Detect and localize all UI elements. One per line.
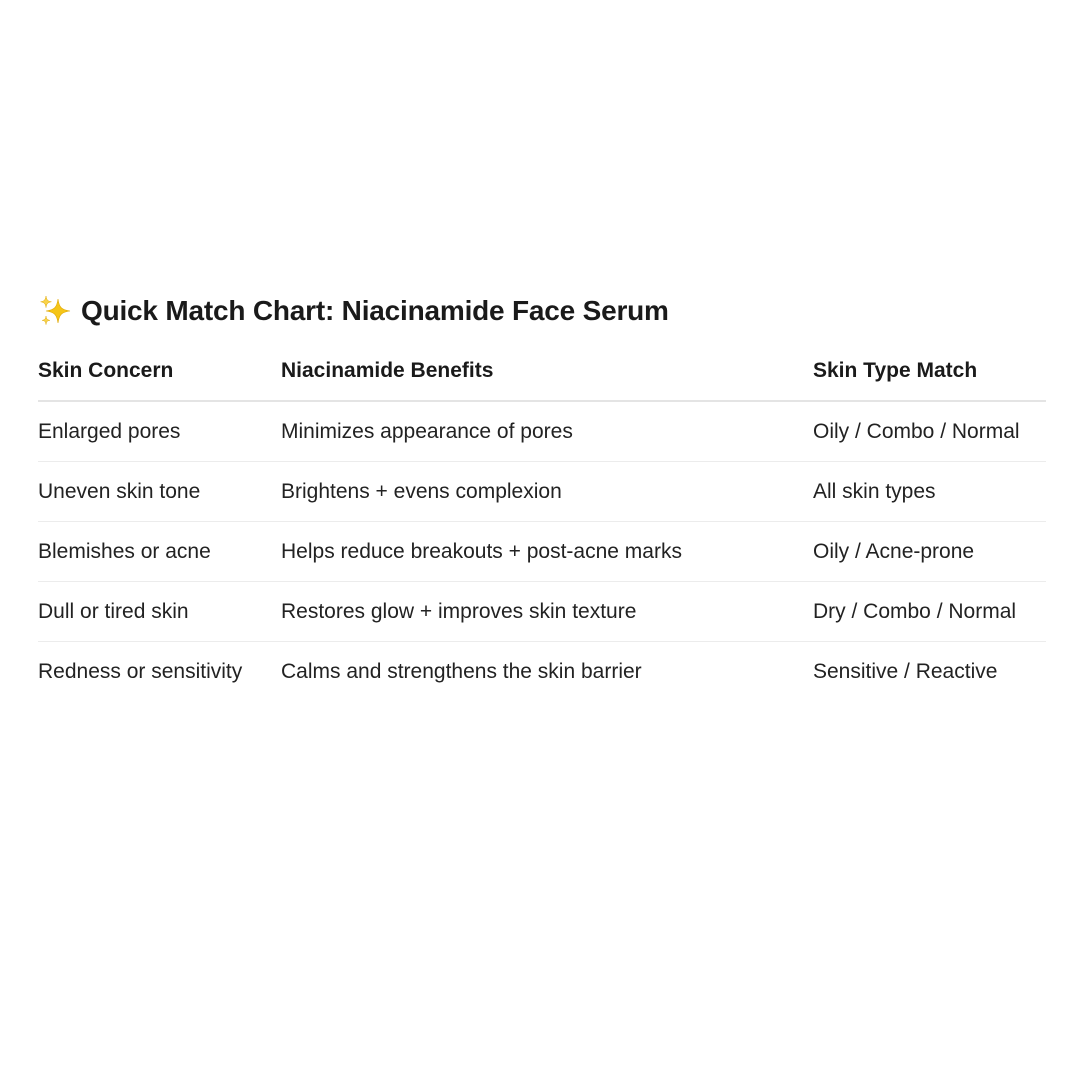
header-skin-type-match: Skin Type Match bbox=[813, 361, 1046, 401]
cell-benefit: Brightens + evens complexion bbox=[281, 462, 813, 522]
table-row bbox=[38, 462, 1046, 522]
table-row bbox=[38, 401, 1046, 462]
match-table bbox=[38, 361, 1046, 701]
table-header-row bbox=[38, 361, 1046, 401]
cell-skin-concern: Dull or tired skin bbox=[38, 582, 281, 642]
cell-skin-concern: Enlarged pores bbox=[38, 401, 281, 462]
cell-benefit: Restores glow + improves skin texture bbox=[281, 582, 813, 642]
page-title: Quick Match Chart: Niacinamide Face Serum bbox=[81, 295, 669, 326]
cell-benefit: Minimizes appearance of pores bbox=[281, 401, 813, 462]
cell-skin-concern: Uneven skin tone bbox=[38, 462, 281, 522]
sparkles-icon bbox=[38, 294, 72, 328]
cell-skin-type: Sensitive / Reactive bbox=[813, 659, 998, 683]
cell-skin-type: Oily / Acne-prone bbox=[813, 522, 1046, 582]
title-row bbox=[38, 292, 1046, 330]
table-row bbox=[38, 522, 1046, 582]
cell-skin-concern: Blemishes or acne bbox=[38, 522, 281, 582]
cell-skin-concern: Redness or sensitivity bbox=[38, 659, 243, 683]
table-row bbox=[38, 582, 1046, 642]
chart-container bbox=[38, 292, 1046, 701]
cell-skin-type: Dry / Combo / Normal bbox=[813, 582, 1046, 642]
header-skin-concern: Skin Concern bbox=[38, 361, 281, 401]
cell-benefit: Helps reduce breakouts + post-acne marks bbox=[281, 522, 813, 582]
cell-skin-type: All skin types bbox=[813, 462, 1046, 522]
header-niacinamide-benefits: Niacinamide Benefits bbox=[281, 361, 813, 401]
table-row bbox=[38, 642, 1046, 702]
cell-benefit: Calms and strengthens the skin barrier bbox=[281, 659, 642, 683]
cell-skin-type: Oily / Combo / Normal bbox=[813, 401, 1046, 462]
